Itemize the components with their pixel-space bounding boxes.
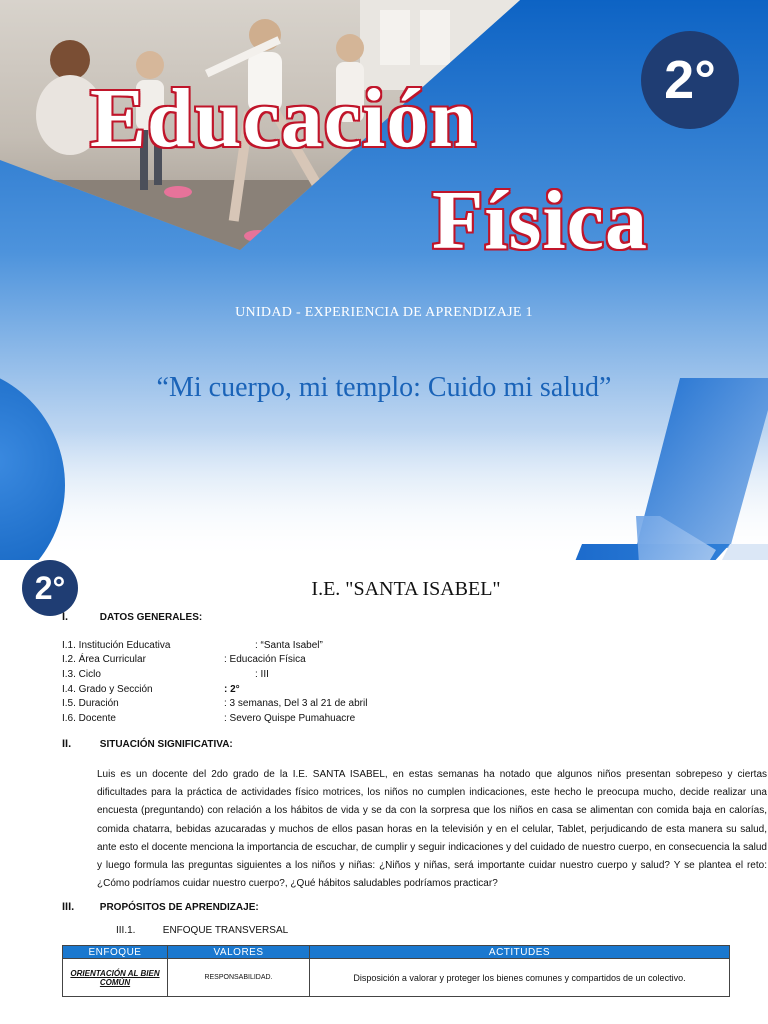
row-label: I.5. Duración — [62, 698, 119, 709]
section-1-heading — [62, 611, 202, 623]
section-3-title: PROPÓSITOS DE APRENDIZAJE: — [99, 902, 259, 913]
data-row — [62, 654, 306, 665]
data-row — [62, 713, 356, 724]
row-label: I.6. Docente — [62, 713, 116, 724]
column-header: ACTITUDES — [310, 946, 730, 959]
column-header: ENFOQUE — [63, 946, 168, 959]
section-1-title: DATOS GENERALES: — [99, 612, 203, 623]
subsection-title: ENFOQUE TRANSVERSAL — [162, 925, 289, 936]
school-name: I.E. "SANTA ISABEL" — [311, 578, 501, 600]
subsection-heading — [116, 925, 288, 936]
cell-actitudes: Disposición a valorar y proteger los bienes comunes y compartidos de un colectivo. — [310, 959, 730, 997]
section-2-number: II. — [62, 738, 72, 750]
data-row — [62, 640, 323, 651]
table-header-row — [63, 946, 730, 959]
section-2-title: SITUACIÓN SIGNIFICATIVA: — [99, 739, 233, 750]
section-2-heading — [62, 738, 233, 750]
section-1-number: I. — [62, 611, 69, 623]
enfoque-table — [62, 945, 730, 997]
row-value: : Severo Quispe Pumahuacre — [224, 713, 356, 724]
decorative-chevron-shapes — [560, 370, 768, 560]
grade-badge-small: 2° — [22, 560, 78, 616]
section-3-heading — [62, 901, 259, 913]
subsection-number: III.1. — [116, 925, 136, 936]
situation-paragraph: Luis es un docente del 2do grado de la I.E. SANTA ISABEL, en estas semanas ha notado que algunos niños presentan sobrepeso y ciertas dificultades para la práctica de actividades físico motrices, los niños no cumplen indicaciones, este hecho le preocupa mucho, decide realizar una encuesta (preguntando) con relación a los hábitos de vida y se da con la sorpresa que los niños en casa se alimentan con comida baja en calorías, comida chatarra, bebidas azucaradas y muchos de ellos pasan horas en la televisión y en el celular, Tablet, perjudicando de esta manera su salud, ante esto el docente menciona la importancia de escuchar, de cumplir y seguir indicaciones y del cuidado de nuestro cuerpo, en consecuencia la salud y luego formula las preguntas siguientes a los niños y niñas: ¿Niños y niñas, será importante cuidar nuestro cuerpo y salud? Y se plantea el reto: ¿Cómo podríamos cuidar nuestro cuerpo?, ¿Qué hábitos saludables podríamos practicar? — [97, 769, 767, 890]
data-row — [62, 669, 269, 680]
row-label: I.2. Área Curricular — [62, 654, 146, 665]
row-label: I.1. Institución Educativa — [62, 640, 171, 651]
unit-title: “Mi cuerpo, mi templo: Cuido mi salud” — [156, 372, 612, 403]
cell-valores: RESPONSABILIDAD. — [168, 959, 310, 997]
section-3-number: III. — [62, 901, 75, 913]
row-label: I.3. Ciclo — [62, 669, 101, 680]
title-line-1: Educación — [90, 72, 478, 165]
row-label: I.4. Grado y Sección — [62, 684, 153, 695]
row-value: : Educación Física — [224, 654, 306, 665]
row-value: : “Santa Isabel” — [255, 640, 323, 651]
row-value: : 2° — [224, 684, 240, 695]
unit-label: UNIDAD - EXPERIENCIA DE APRENDIZAJE 1 — [235, 305, 533, 320]
column-header: VALORES — [168, 946, 310, 959]
grade-badge: 2° — [641, 31, 739, 129]
cell-enfoque: ORIENTACIÓN AL BIEN COMÚN — [63, 959, 168, 997]
data-row — [62, 698, 368, 709]
table-row — [63, 959, 730, 997]
row-value: : III — [255, 669, 269, 680]
title-line-2: Física — [432, 174, 648, 267]
data-row — [62, 684, 240, 695]
row-value: : 3 semanas, Del 3 al 21 de abril — [224, 698, 368, 709]
